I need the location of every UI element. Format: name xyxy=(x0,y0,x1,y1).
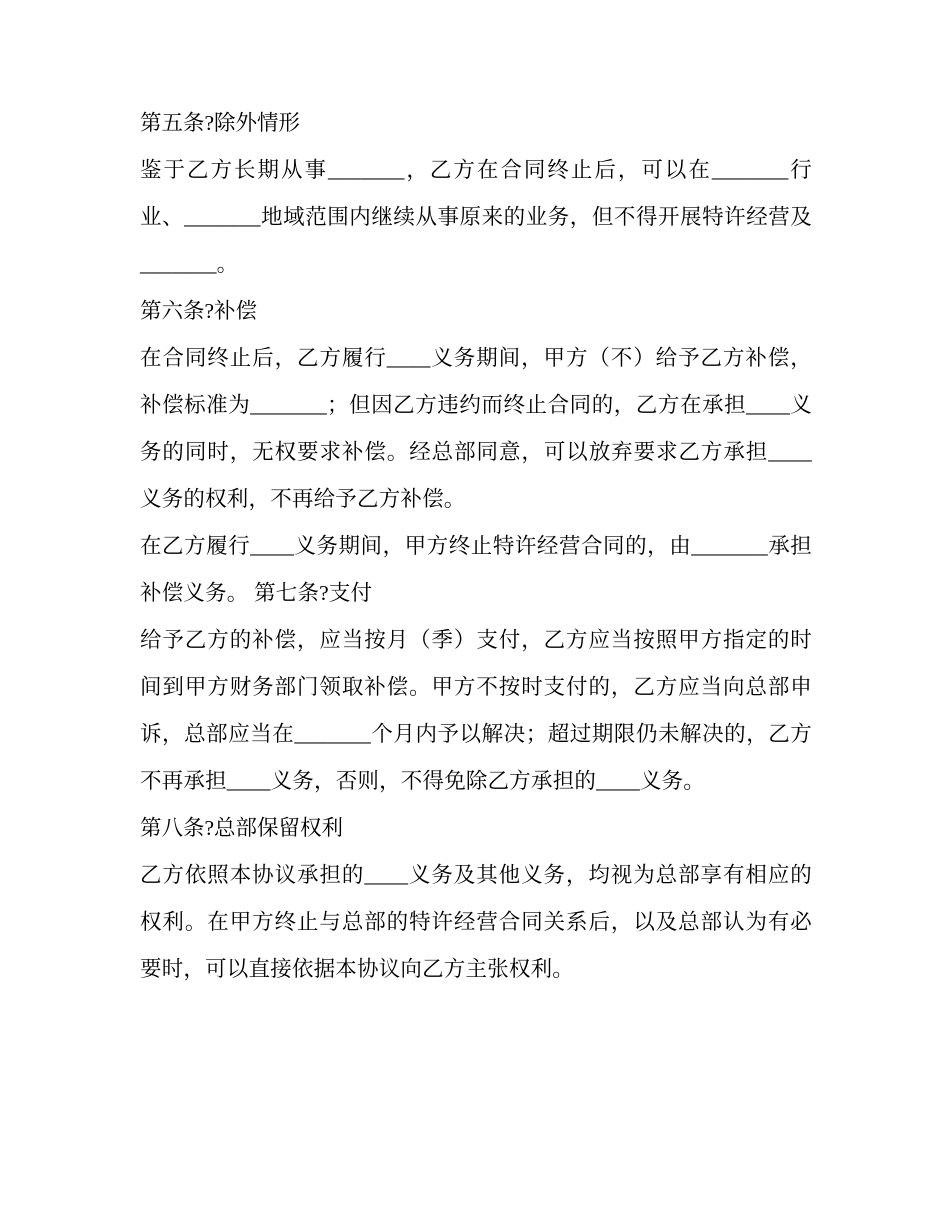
section-seven-paragraph: 给予乙方的补偿，应当按月（季）支付，乙方应当按照甲方指定的时间到甲方财务部门领取补偿。甲方不按时支付的，乙方应当向总部申诉，总部应当在_______个月内予以解决；超过期限仍未解决的，乙方不再承担____义务，否则，不得免除乙方承担的____义务。 xyxy=(140,628,812,793)
section-heading-six: 第六条?补偿 xyxy=(140,299,258,323)
section-five-paragraph: 鉴于乙方长期从事_______，乙方在合同终止后，可以在_______行业、_______地域范围内继续从事原来的业务，但不得开展特许经营及_______。 xyxy=(140,158,812,276)
section-eight-paragraph: 乙方依照本协议承担的____义务及其他义务，均视为总部享有相应的权利。在甲方终止与总部的特许经营合同关系后，以及总部认为有必要时，可以直接依据本协议向乙方主张权利。 xyxy=(140,863,812,981)
document-body xyxy=(140,100,812,993)
section-six-paragraph-two: 在乙方履行____义务期间，甲方终止特许经营合同的，由_______承担补偿义务。 第七条?支付 xyxy=(140,534,812,605)
section-six-paragraph-one: 在合同终止后，乙方履行____义务期间，甲方（不）给予乙方补偿，补偿标准为_______；但因乙方违约而终止合同的，乙方在承担____义务的同时，无权要求补偿。经总部同意，可以放弃要求乙方承担____义务的权利，不再给予乙方补偿。 xyxy=(140,346,812,511)
section-heading-five: 第五条?除外情形 xyxy=(140,111,301,135)
section-heading-eight: 第八条?总部保留权利 xyxy=(140,816,344,840)
